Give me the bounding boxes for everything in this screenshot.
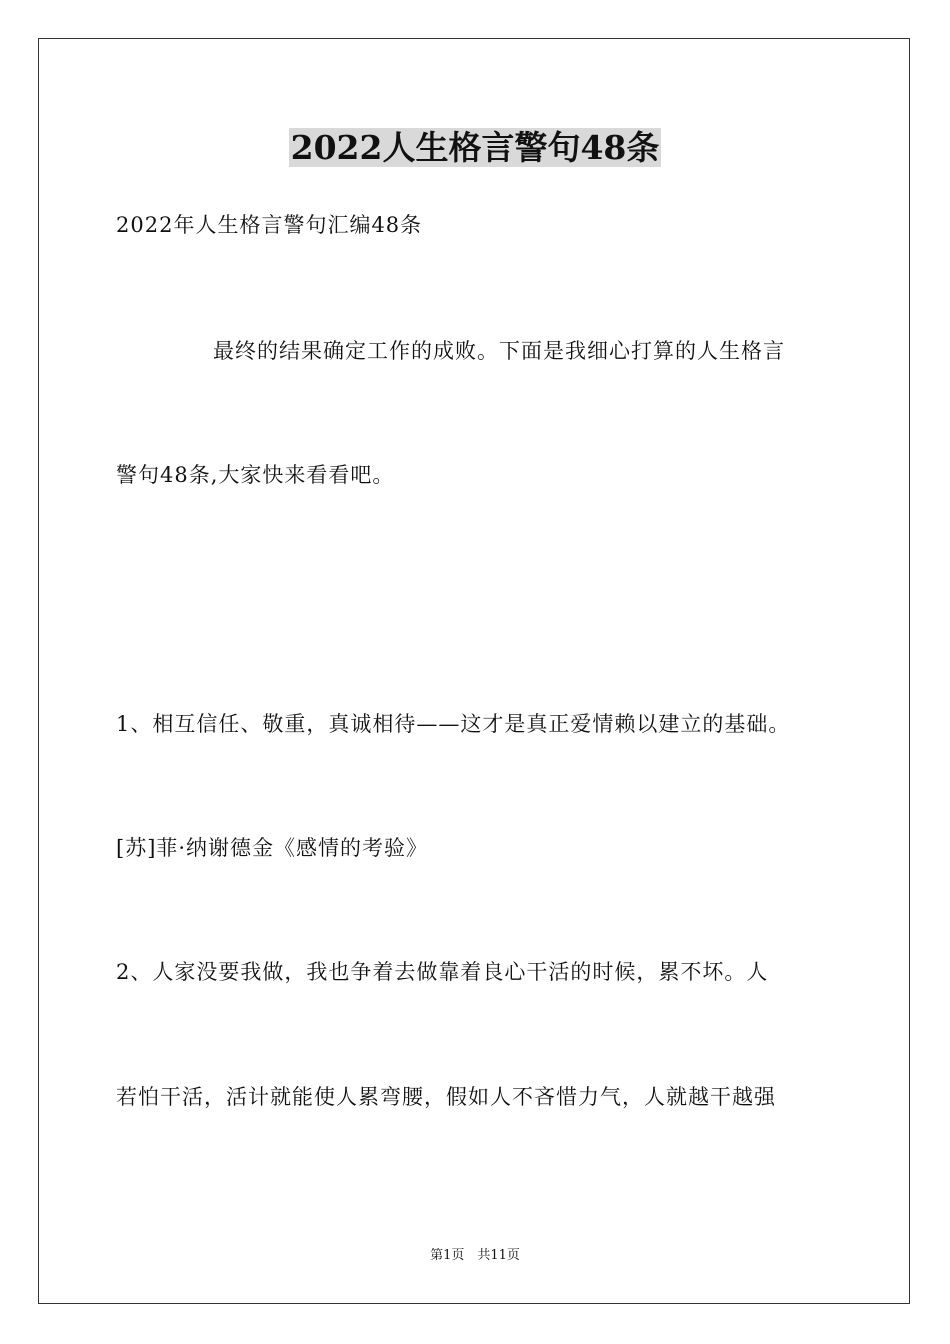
page-footer: 第1页 共11页 <box>430 1248 520 1263</box>
document-subtitle: 2022年人生格言警句汇编48条 <box>116 213 423 237</box>
quote-1-text: 1、相互信任、敬重，真诚相待——这才是真正爱情赖以建立的基础。 <box>116 712 791 736</box>
title-text: 2022人生格言警句48条 <box>290 128 660 167</box>
intro-line-1: 最终的结果确定工作的成败。下面是我细心打算的人生格言 <box>213 339 785 363</box>
intro-line-2: 警句48条,大家快来看看吧。 <box>116 463 395 487</box>
document-title <box>0 126 950 170</box>
quote-1-source: [苏]菲·纳谢德金《感情的考验》 <box>116 836 429 860</box>
quote-2-line-1: 2、人家没要我做，我也争着去做靠着良心干活的时候，累不坏。人 <box>116 960 769 984</box>
quote-2-line-2: 若怕干活，活计就能使人累弯腰，假如人不吝惜力气，人就越干越强 <box>116 1085 776 1109</box>
